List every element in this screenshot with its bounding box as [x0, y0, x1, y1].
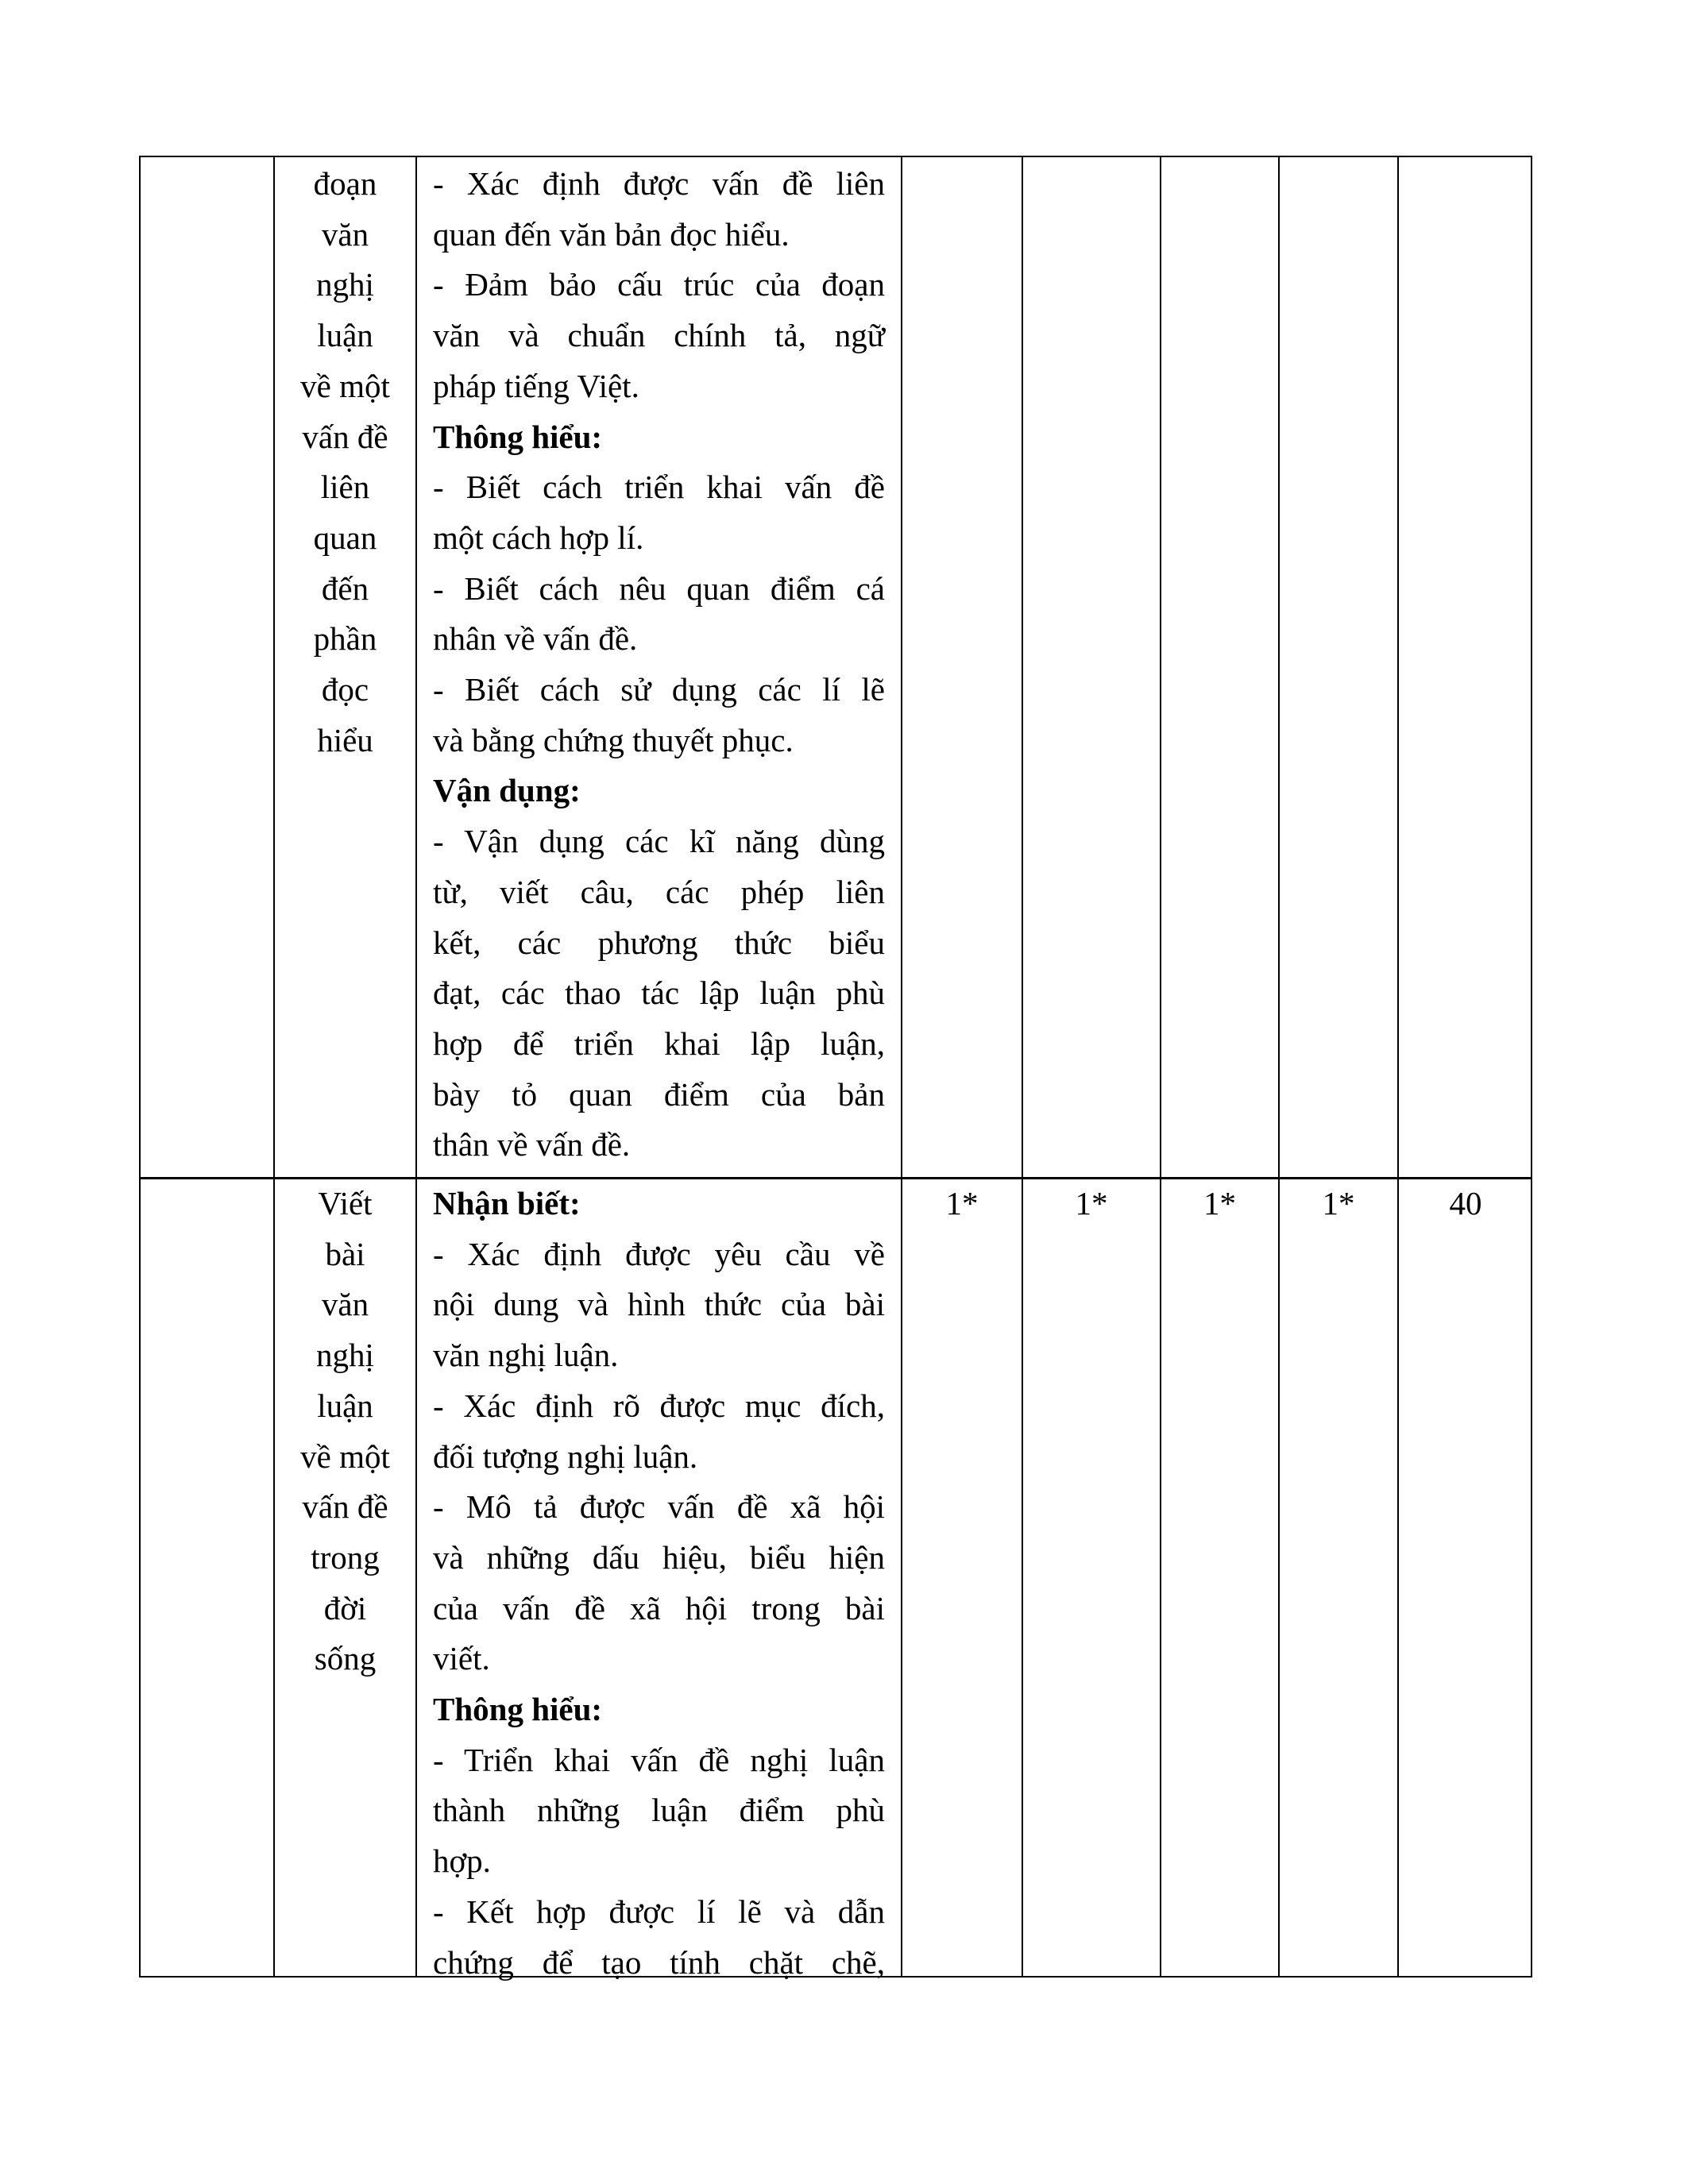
description-line: thành những luận điểm phù	[433, 1792, 885, 1829]
topic-line: bài	[325, 1235, 365, 1272]
description-line: - Xác định rõ được mục đích,	[433, 1387, 885, 1424]
matrix-table	[139, 156, 1532, 1981]
description-line: chứng để tạo tính chặt chẽ,	[433, 1943, 885, 1981]
topic-line: về một	[300, 367, 390, 404]
description-line: hợp.	[433, 1843, 491, 1880]
description-line: quan đến văn bản đọc hiểu.	[433, 215, 790, 253]
description-line: - Đảm bảo cấu trúc của đoạn	[433, 266, 885, 303]
topic-line: luận	[317, 1387, 373, 1424]
column-divider	[1022, 157, 1023, 1976]
description-line: nhân về vấn đề.	[433, 620, 638, 658]
description-line: hợp để triển khai lập luận,	[433, 1024, 885, 1062]
description-line: từ, viết câu, các phép liên	[433, 873, 885, 910]
description-line: - Vận dụng các kĩ năng dùng	[433, 823, 885, 860]
topic-line: đọc	[321, 671, 369, 708]
description-line: - Xác định được yêu cầu về	[433, 1235, 885, 1272]
description-cell	[417, 159, 901, 1171]
column-divider	[1278, 157, 1280, 1976]
level-count-cell: 1*	[1075, 1185, 1108, 1221]
column-divider	[1397, 157, 1399, 1976]
description-line: của vấn đề xã hội trong bài	[433, 1589, 885, 1626]
content-topic-cell	[275, 159, 415, 766]
topic-line: văn	[321, 1286, 369, 1323]
level-heading: Thông hiểu:	[433, 1691, 603, 1728]
topic-line: nghị	[316, 266, 374, 303]
topic-line: vấn đề	[302, 418, 388, 455]
topic-line: luận	[317, 317, 373, 354]
topic-line: đến	[321, 569, 369, 607]
description-line: - Kết hợp được lí lẽ và dẫn	[433, 1893, 885, 1930]
description-line: nội dung và hình thức của bài	[433, 1286, 885, 1323]
level-count-cell: 1*	[1322, 1185, 1355, 1221]
column-divider	[901, 157, 902, 1976]
topic-line: văn	[321, 215, 369, 253]
description-line: - Mô tả được vấn đề xã hội	[433, 1488, 885, 1526]
level-count-cell: 1*	[1203, 1185, 1236, 1221]
level-count-cell: 1*	[945, 1185, 979, 1221]
description-line: bày tỏ quan điểm của bản	[433, 1075, 885, 1113]
description-line: - Biết cách nêu quan điểm cá	[433, 569, 885, 607]
description-line: văn và chuẩn chính tả, ngữ	[433, 317, 885, 354]
topic-line: Viết	[318, 1185, 373, 1221]
description-line: văn nghị luận.	[433, 1337, 619, 1374]
topic-line: quan	[313, 519, 377, 556]
description-line: đối tượng nghị luận.	[433, 1437, 698, 1475]
description-line: thân về vấn đề.	[433, 1126, 631, 1163]
level-heading: Vận dụng:	[433, 772, 581, 809]
description-line: và những dấu hiệu, biểu hiện	[433, 1538, 885, 1576]
topic-line: nghị	[316, 1337, 374, 1374]
level-heading: Thông hiểu:	[433, 418, 603, 455]
topic-line: trong	[311, 1538, 380, 1576]
description-line: - Xác định được vấn đề liên	[433, 165, 885, 202]
topic-line: đời	[323, 1589, 367, 1626]
topic-line: phần	[313, 620, 377, 658]
description-line: viết.	[433, 1640, 490, 1677]
description-line: - Biết cách sử dụng các lí lẽ	[433, 671, 885, 708]
level-count-cell: 40	[1449, 1185, 1482, 1221]
topic-line: hiểu	[317, 721, 373, 758]
description-line: pháp tiếng Việt.	[433, 367, 639, 404]
topic-line: về một	[300, 1437, 390, 1475]
description-line: một cách hợp lí.	[433, 519, 644, 556]
level-heading: Nhận biết:	[433, 1185, 581, 1221]
column-divider	[1160, 157, 1161, 1976]
description-line: - Biết cách triển khai vấn đề	[433, 469, 885, 506]
topic-line: đoạn	[313, 165, 377, 202]
topic-line: sống	[314, 1640, 377, 1677]
description-line: - Triển khai vấn đề nghị luận	[433, 1741, 885, 1778]
description-line: kết, các phương thức biểu	[433, 924, 885, 961]
topic-line: vấn đề	[302, 1488, 388, 1526]
description-line: đạt, các thao tác lập luận phù	[433, 974, 885, 1012]
topic-line: liên	[320, 469, 370, 506]
content-topic-cell	[275, 1179, 415, 1684]
description-line: và bằng chứng thuyết phục.	[433, 721, 794, 758]
description-cell	[417, 1179, 901, 1988]
